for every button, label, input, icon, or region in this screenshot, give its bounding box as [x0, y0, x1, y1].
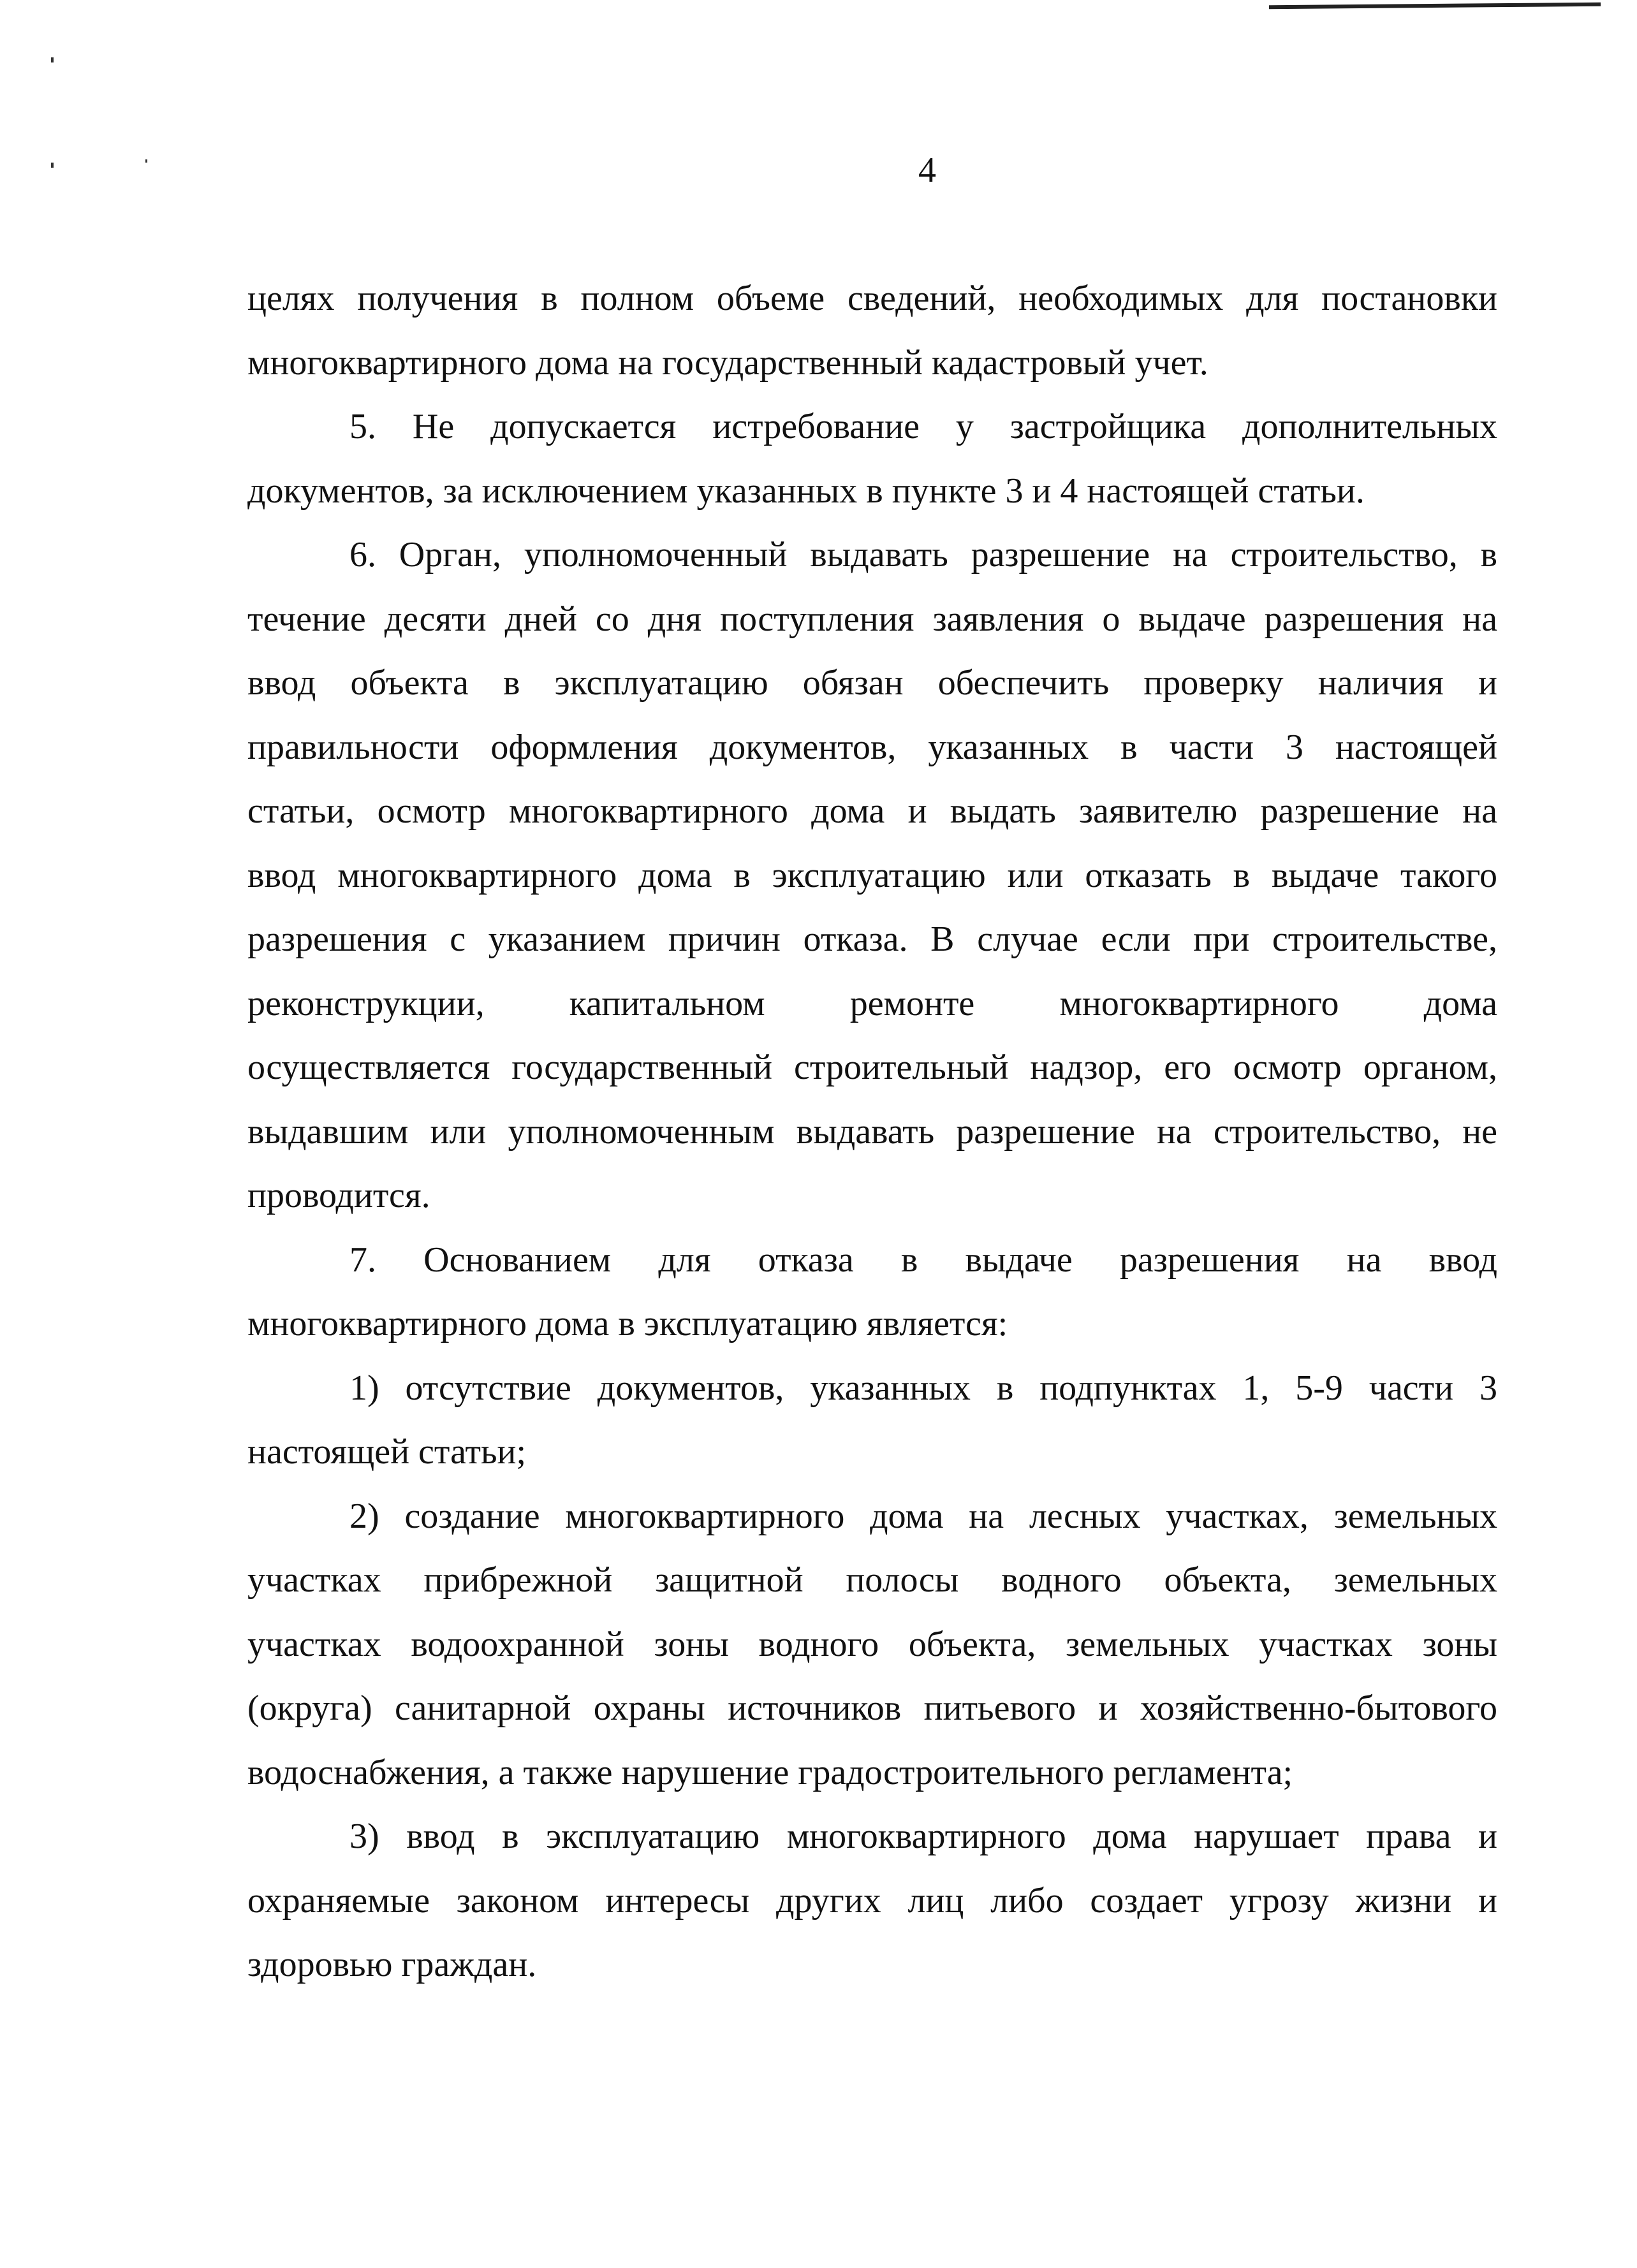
text-line: охраняемые законом интересы других лиц либо создает угрозу жизни и: [247, 1880, 1497, 1920]
text-line: статьи, осмотр многоквартирного дома и выдать заявителю разрешение на: [247, 791, 1497, 831]
text-line: многоквартирного дома на государственный кадастровый учет.: [247, 342, 1208, 383]
scan-speck: [145, 159, 147, 163]
text-line: (округа) санитарной охраны источников питьевого и хозяйственно-бытового: [247, 1688, 1497, 1728]
text-line: реконструкции, капитальном ремонте многоквартирного дома: [247, 983, 1497, 1023]
scan-edge-line: [1269, 3, 1601, 10]
text-line: многоквартирного дома в эксплуатацию является:: [247, 1304, 1008, 1343]
text-line: выдавшим или уполномоченным выдавать разрешение на строительство, не: [247, 1111, 1497, 1152]
page-number: 4: [918, 150, 936, 190]
text-line: целях получения в полном объеме сведений, необходимых для постановки: [247, 279, 1497, 318]
scan-speck: [51, 163, 54, 168]
text-line: участках прибрежной защитной полосы водного объекта, земельных: [247, 1560, 1497, 1600]
text-line: разрешения с указанием причин отказа. В случае если при строительстве,: [247, 919, 1497, 959]
text-line: участках водоохранной зоны водного объекта, земельных участках зоны: [247, 1624, 1497, 1664]
text-line: осуществляется государственный строительный надзор, его осмотр органом,: [247, 1048, 1497, 1087]
text-line: водоснабжения, а также нарушение градостроительного регламента;: [247, 1752, 1293, 1792]
document-body: [247, 267, 1497, 1997]
text-line: 1) отсутствие документов, указанных в подпунктах 1, 5-9 части 3: [349, 1368, 1497, 1408]
text-line: документов, за исключением указанных в пункте 3 и 4 настоящей статьи.: [247, 471, 1365, 511]
text-line: ввод многоквартирного дома в эксплуатацию или отказать в выдаче такого: [247, 855, 1497, 895]
text-line: 5. Не допускается истребование у застройщика дополнительных: [349, 407, 1497, 446]
text-line: проводится.: [247, 1176, 430, 1215]
text-line: течение десяти дней со дня поступления заявления о выдаче разрешения на: [247, 599, 1497, 639]
text-line: настоящей статьи;: [247, 1432, 527, 1472]
text-line: 6. Орган, уполномоченный выдавать разрешение на строительство, в: [349, 535, 1497, 574]
scan-speck: [51, 57, 54, 62]
text-line: ввод объекта в эксплуатацию обязан обеспечить проверку наличия и: [247, 663, 1497, 703]
text-line: 7. Основанием для отказа в выдаче разрешения на ввод: [349, 1240, 1497, 1280]
text-line: 3) ввод в эксплуатацию многоквартирного дома нарушает права и: [349, 1817, 1497, 1856]
text-line: 2) создание многоквартирного дома на лесных участках, земельных: [349, 1496, 1497, 1536]
text-line: правильности оформления документов, указанных в части 3 настоящей: [247, 727, 1497, 767]
text-line: здоровью граждан.: [247, 1945, 537, 1984]
